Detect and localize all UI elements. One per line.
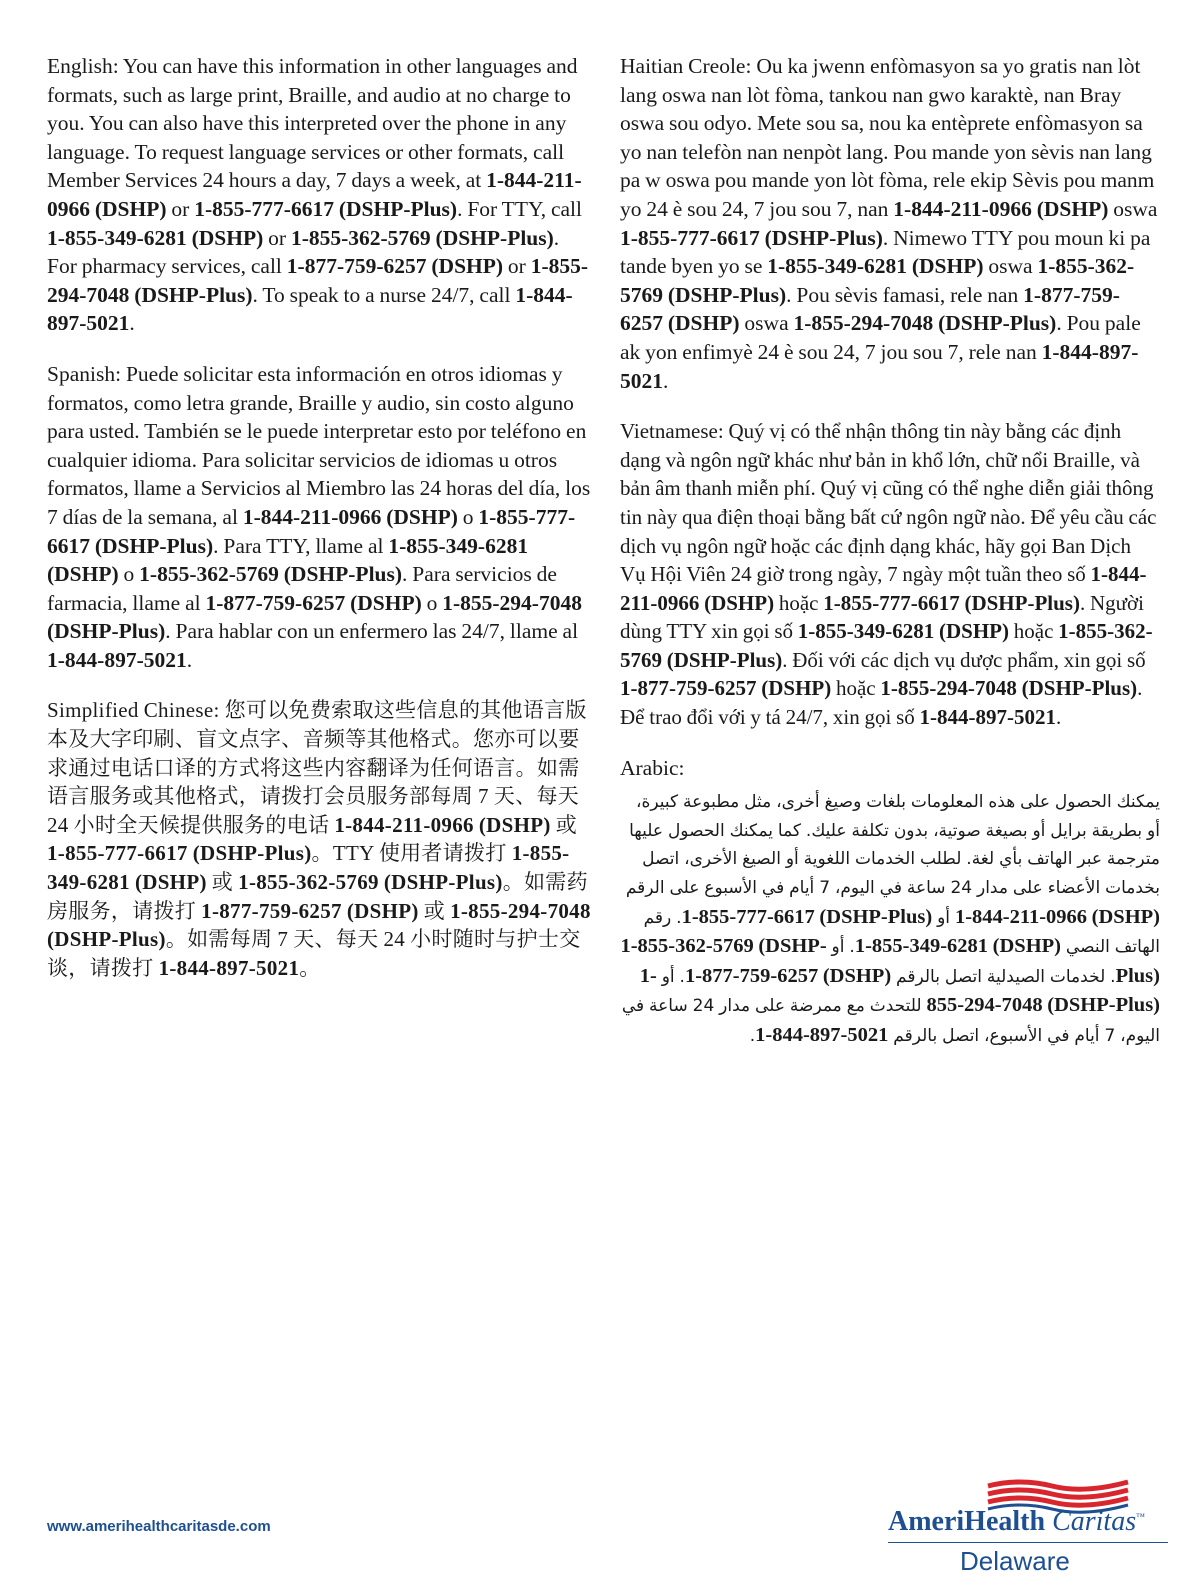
notice-text: . رقم الهاتف النصي	[643, 907, 1160, 958]
notice-text: . لخدمات الصيدلية اتصل بالرقم	[891, 966, 1116, 987]
arabic-notice	[620, 788, 1160, 1050]
phone-number: 1-855-362-5769 (DSHP-Plus)	[620, 619, 1153, 672]
notice-text: or	[503, 254, 531, 279]
logo-wordmark	[888, 1506, 1145, 1538]
vietnamese-notice	[620, 417, 1160, 732]
notice-text: يمكنك الحصول على هذه المعلومات بلغات وصيغ أخرى، مثل مطبوعة كبيرة، أو بطريقة برايل أو بصيغة صوتية، بدون تكلفة عليك. كما يمكنك الحصول عليها مترجمة عبر الهاتف بأي لغة. لطلب الخدمات اللغوية أو الصيغ الأخرى، اتصل بخدمات الأعضاء على مدار 24 ساعة في اليوم، 7 أيام في الأسبوع على الرقم	[625, 792, 1160, 899]
phone-number: 1-855-294-7048 (DSHP-Plus)	[639, 964, 1160, 1017]
logo-trademark: ™	[1136, 1511, 1145, 1522]
phone-number: 1-877-759-6257 (DSHP)	[620, 676, 832, 701]
website-link[interactable]: www.amerihealthcaritasde.com	[47, 1518, 271, 1535]
phone-number: 1-855-349-6281 (DSHP)	[47, 533, 529, 587]
notice-text: oswa	[983, 254, 1038, 279]
spanish-notice	[47, 360, 592, 675]
arabic-label: Arabic:	[620, 755, 685, 780]
logo-region: Delaware	[960, 1546, 1070, 1576]
phone-number: 1-855-294-7048 (DSHP-Plus)	[47, 254, 589, 307]
notice-text: . Để trao đổi với y tá 24/7, xin gọi số	[620, 676, 1143, 730]
notice-text: 。	[299, 955, 321, 980]
phone-number: 1-844-897-5021	[919, 705, 1056, 730]
phone-number: 1-844-211-0966 (DSHP)	[620, 562, 1147, 615]
notice-text: للتحدث مع ممرضة على مدار 24 ساعة في اليوم، 7 أيام في الأسبوع، اتصل بالرقم	[621, 996, 1160, 1046]
notice-text: o	[421, 590, 443, 615]
phone-number: 1-855-362-5769 (DSHP-Plus)	[290, 225, 554, 250]
notice-text: o	[118, 562, 140, 587]
logo-caritas: Caritas	[1052, 1506, 1137, 1537]
notice-text: 或	[206, 870, 239, 895]
phone-number: 1-855-777-6617 (DSHP-Plus)	[47, 841, 312, 866]
phone-number: 1-855-362-5769 (DSHP-Plus)	[620, 254, 1135, 307]
notice-text: .	[749, 1026, 756, 1046]
notice-text: .	[186, 647, 193, 672]
phone-number: 1-877-759-6257 (DSHP)	[286, 254, 504, 279]
phone-number: 1-844-897-5021	[47, 282, 573, 336]
phone-number: 1-844-211-0966 (DSHP)	[47, 168, 582, 221]
notice-text: . Nimewo TTY pou moun ki pa tande byen yo se	[620, 225, 1151, 279]
notice-text: Spanish: Puede solicitar esta información en otros idiomas y formatos, como letra grande, Braille y audio, sin costo alguno para usted. También se le puede interpretar esto por teléfono en cualquier idioma. Para solicitar servicios de idiomas u otros formatos, llame a Servicios al Miembro las 24 horas del día, los 7 días de la semana, al	[47, 361, 591, 529]
notice-text: hoặc	[1009, 619, 1059, 644]
phone-number: 1-855-362-5769 (DSHP-Plus)	[139, 562, 403, 587]
notice-text: Vietnamese: Quý vị có thể nhận thông tin này bằng các định dạng và ngôn ngữ khác như bản in khổ lớn, chữ nổi Braille, và bản âm thanh miễn phí. Quý vị cũng có thể nghe diễn giải thông tin này qua điện thoại bằng bất cứ ngôn ngữ nào. Để yêu cầu các dịch vụ ngôn ngữ hoặc các định dạng khác, hãy gọi Ban Dịch Vụ Hội Viên 24 giờ trong ngày, 7 ngày một tuần theo số	[620, 419, 1157, 587]
notice-text: hoặc	[831, 676, 881, 701]
notice-text: . For pharmacy services, call	[47, 225, 560, 279]
chinese-notice	[47, 696, 592, 982]
phone-number: 1-844-211-0966 (DSHP)	[893, 196, 1109, 221]
notice-text: . For TTY, call	[457, 196, 582, 221]
notice-text: 。TTY 使用者请拨打	[311, 841, 512, 866]
notice-text: 或	[550, 812, 578, 837]
notice-text: . Para servicios de farmacia, llame al	[47, 562, 557, 615]
english-notice	[47, 52, 592, 338]
phone-number: 1-844-211-0966 (DSHP)	[334, 812, 551, 837]
phone-number: 1-855-777-6617 (DSHP-Plus)	[681, 905, 933, 928]
phone-number: 1-877-759-6257 (DSHP)	[684, 964, 892, 987]
phone-number: 1-855-294-7048 (DSHP-Plus)	[793, 311, 1057, 336]
notice-text: oswa	[739, 311, 794, 336]
phone-number: 1-844-897-5021	[158, 955, 300, 980]
phone-number: 1-855-777-6617 (DSHP-Plus)	[194, 196, 458, 221]
phone-number: 1-855-349-6281 (DSHP)	[767, 254, 984, 279]
notice-text: or	[263, 225, 291, 250]
phone-number: 1-844-897-5021	[620, 339, 1139, 393]
phone-number: 1-855-777-6617 (DSHP-Plus)	[620, 225, 883, 250]
phone-number: 1-844-211-0966 (DSHP)	[954, 905, 1160, 928]
notice-text: Simplified Chinese: 您可以免费索取这些信息的其他语言版本及大字印刷、盲文点字、音频等其他格式。您亦可以要求通过电话口译的方式将这些内容翻译为任何语言。如需语言服务或其他格式，请拨打会员服务部每周 7 天、每天 24 小时全天候提供服务的电话	[47, 698, 587, 837]
notice-text: 。如需每周 7 天、每天 24 小时随时与护士交谈，请拨打	[47, 927, 581, 980]
notice-text: . Pou sèvis famasi, rele nan	[786, 282, 1024, 307]
phone-number: 1-855-362-5769 (DSHP-Plus)	[238, 870, 503, 895]
phone-number: 1-855-362-5769 (DSHP-Plus)	[620, 935, 1160, 987]
notice-text: . To speak to a nurse 24/7, call	[252, 282, 516, 307]
phone-number: 1-855-777-6617 (DSHP-Plus)	[823, 590, 1080, 615]
notice-text: .	[129, 311, 135, 336]
notice-text: .	[1055, 705, 1062, 730]
phone-number: 1-855-349-6281 (DSHP)	[47, 841, 570, 895]
notice-text: Haitian Creole: Ou ka jwenn enfòmasyon sa yo gratis nan lòt lang oswa nan lòt fòma, tankou nan gwo karaktè, nan Bray oswa sou odyo. Mete sou sa, nou ka entèprete enfòmasyon sa yo nan telefòn nan nenpòt lang. Pou mande yon sèvis nan lang pa w oswa pou mande yon lòt fòma, rele ekip Sèvis pou manm yo 24 è sou 24, 7 jou sou 7, nan	[620, 54, 1155, 221]
haitian-creole-notice	[620, 52, 1160, 395]
logo-divider	[888, 1542, 1168, 1543]
phone-number: 1-855-777-6617 (DSHP-Plus)	[47, 504, 576, 558]
phone-number: 1-855-349-6281 (DSHP)	[797, 619, 1009, 644]
notice-text: . Đối với các dịch vụ dược phẩm, xin gọi số	[782, 647, 1146, 672]
phone-number: 1-877-759-6257 (DSHP)	[620, 282, 1120, 336]
notice-text: . Người dùng TTY xin gọi số	[620, 590, 1144, 644]
phone-number: 1-855-349-6281 (DSHP)	[47, 225, 264, 250]
notice-text: . أو	[826, 937, 855, 958]
notice-text: 或	[418, 898, 451, 923]
notice-text: . Para TTY, llame al	[213, 533, 389, 558]
notice-text: English: You can have this information in other languages and formats, such as large print, Braille, and audio at no charge to you. You can also have this interpreted over the phone in any language. To request language services or other formats, call Member Services 24 hours a day, 7 days a week, at	[47, 54, 578, 193]
phone-number: 1-844-897-5021	[47, 647, 187, 672]
notice-text: hoặc	[774, 590, 824, 615]
notice-text: . أو	[656, 966, 685, 987]
left-column	[47, 52, 592, 1004]
phone-number: 1-855-294-7048 (DSHP-Plus)	[47, 590, 582, 644]
notice-text: oswa	[1108, 196, 1158, 221]
logo-ameri: AmeriHealth	[888, 1506, 1046, 1537]
phone-number: 1-877-759-6257 (DSHP)	[205, 590, 422, 615]
notice-text: . Pou pale ak yon enfimyè 24 è sou 24, 7 jou sou 7, rele nan	[620, 311, 1141, 364]
phone-number: 1-844-211-0966 (DSHP)	[242, 504, 458, 529]
notice-text: o	[457, 504, 479, 529]
phone-number: 1-844-897-5021	[755, 1024, 889, 1046]
notice-text: أو	[932, 907, 955, 928]
phone-number: 1-855-294-7048 (DSHP-Plus)	[47, 898, 591, 952]
notice-text: . Para hablar con un enfermero las 24/7, llame al	[165, 619, 579, 644]
right-column	[620, 52, 1160, 1051]
phone-number: 1-855-349-6281 (DSHP)	[854, 935, 1061, 958]
notice-text: .	[663, 368, 669, 393]
notice-text: 。如需药房服务，请拨打	[47, 870, 588, 923]
phone-number: 1-877-759-6257 (DSHP)	[201, 898, 419, 923]
notice-text: or	[166, 196, 195, 221]
phone-number: 1-855-294-7048 (DSHP-Plus)	[880, 676, 1138, 701]
amerihealth-caritas-logo	[888, 1484, 1168, 1576]
